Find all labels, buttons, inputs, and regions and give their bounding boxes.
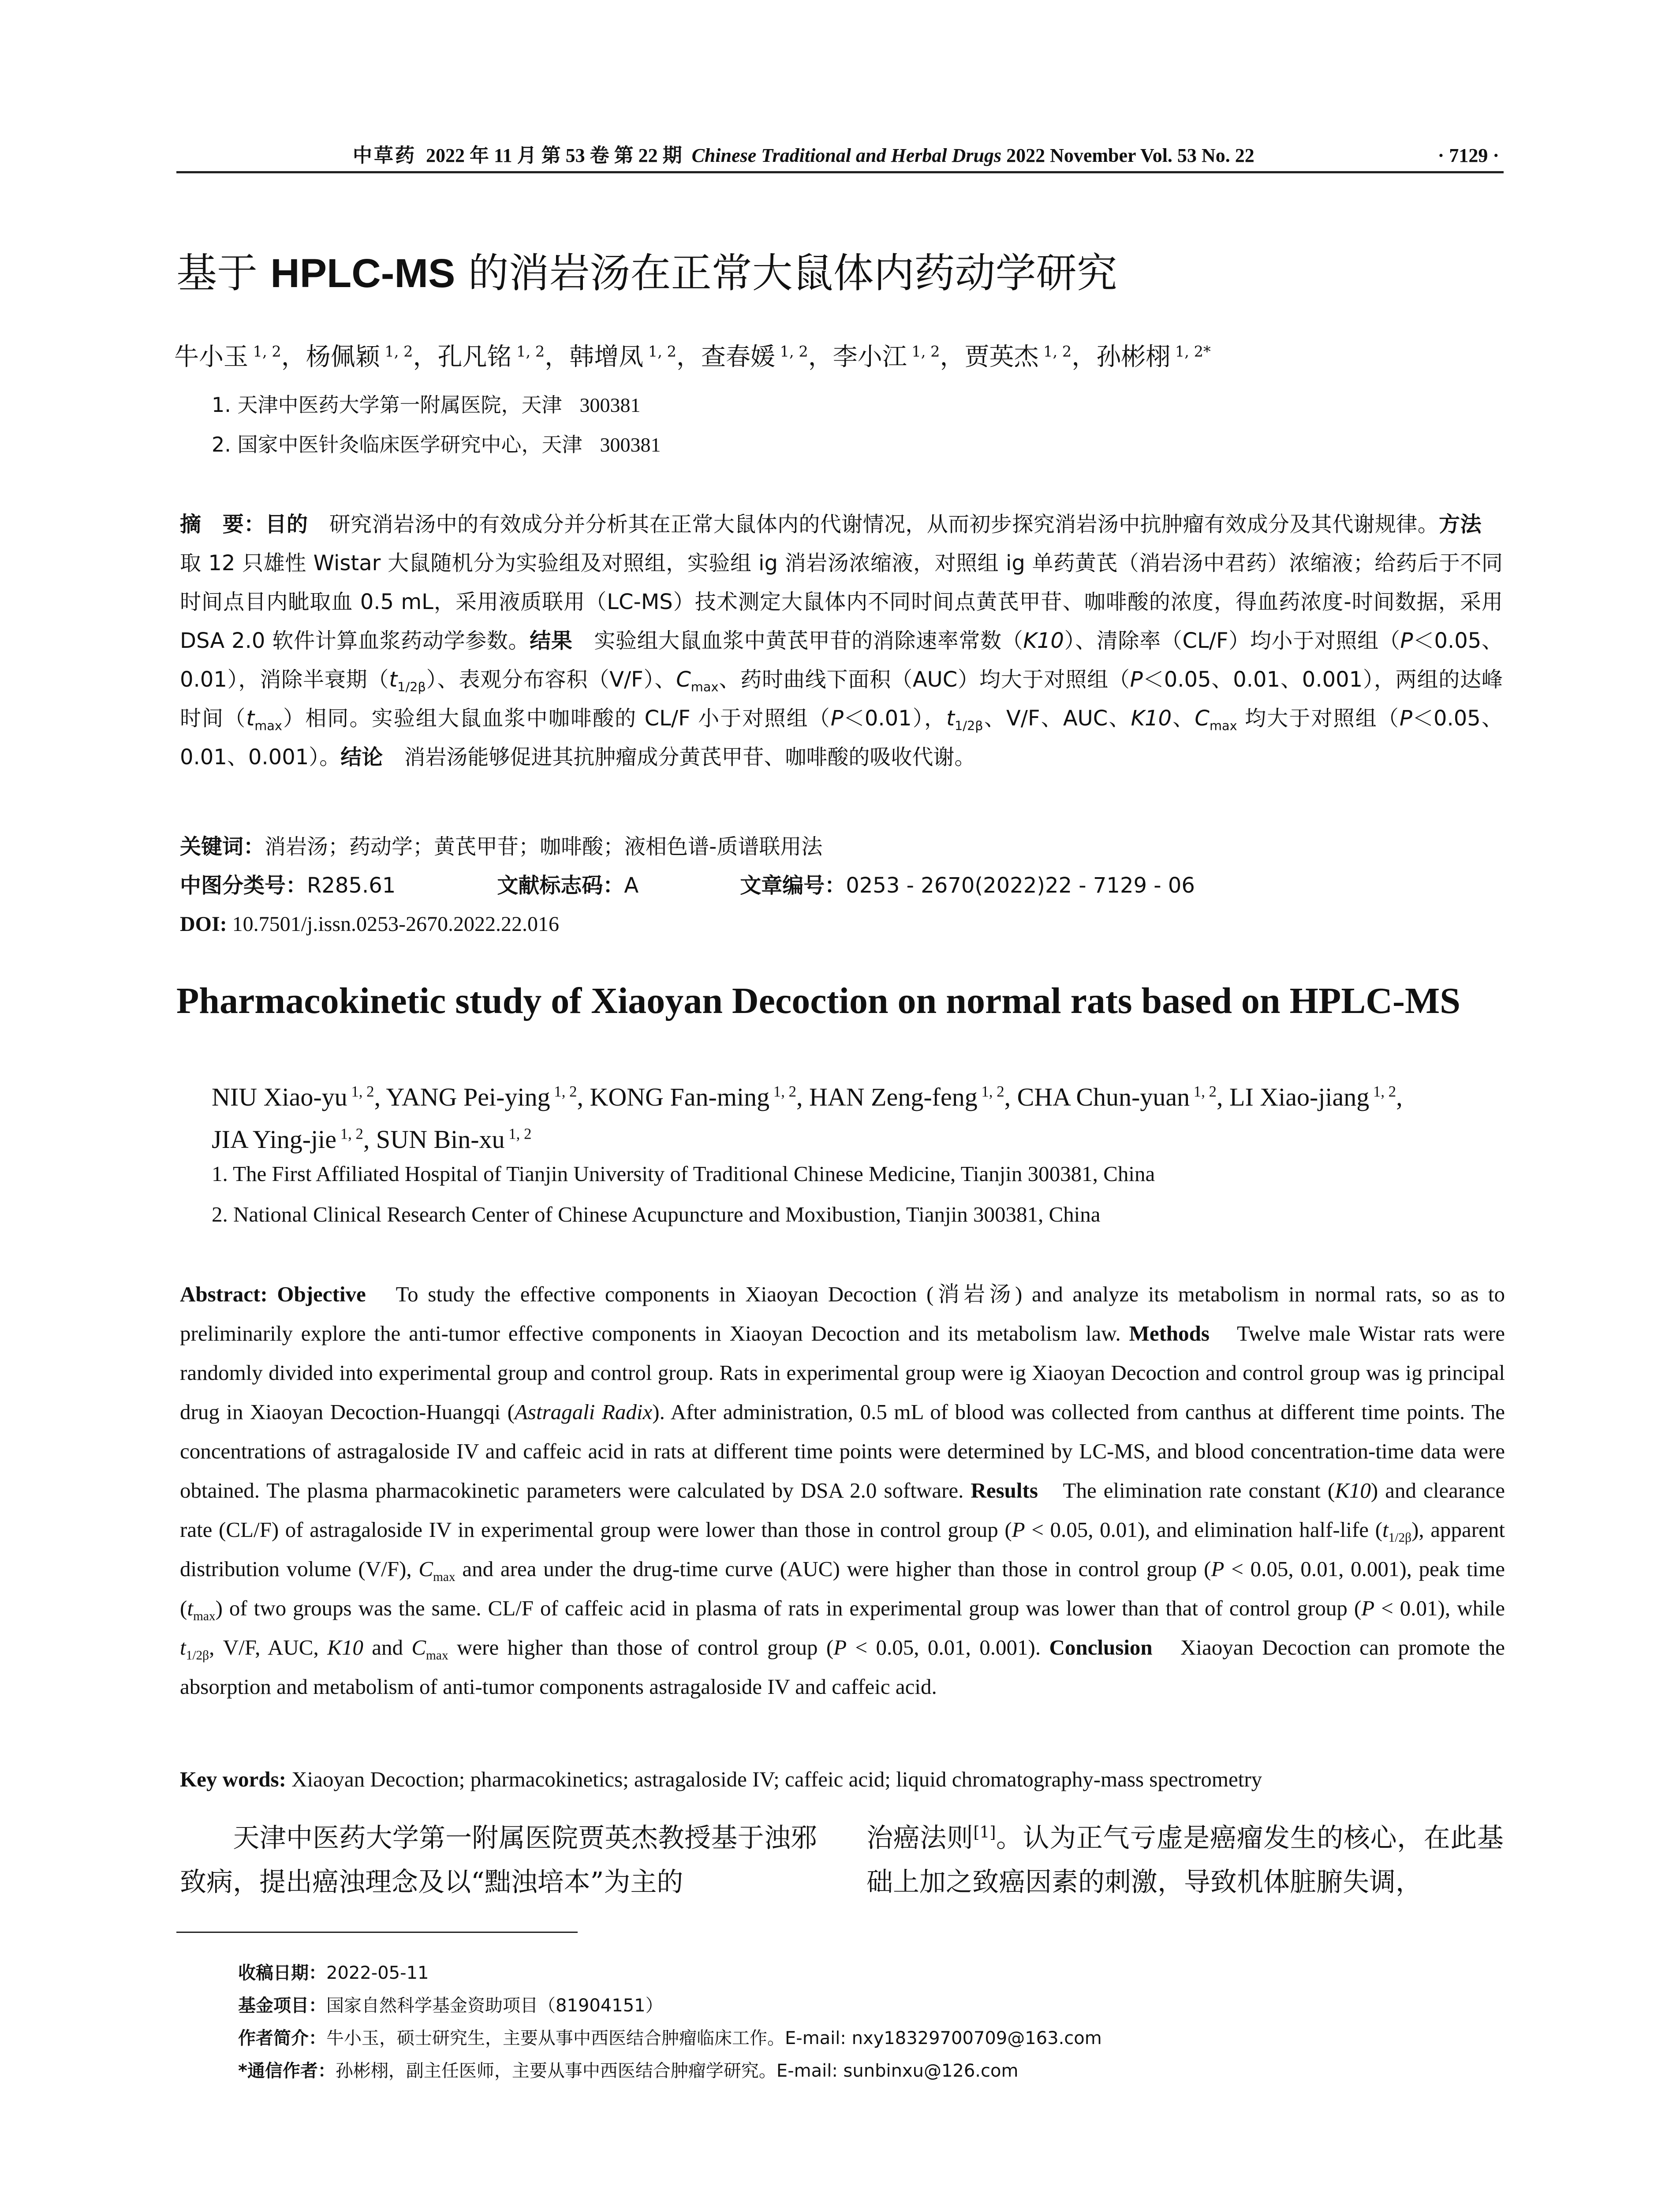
author-separator: ， [676, 343, 701, 371]
author-separator: ， [1071, 343, 1097, 371]
author-separator: , [374, 1083, 386, 1111]
results-label: Results [971, 1478, 1038, 1502]
t-symbol: t [389, 667, 398, 692]
author-affiliation-sup: 1, 2 [380, 343, 413, 360]
author-affiliation-sup: 1, 2 [977, 1083, 1004, 1100]
footnote-text: 牛小玉，硕士研究生，主要从事中西医结合肿瘤临床工作。E-mail: nxy18329700709@163.com [326, 2028, 1102, 2048]
journal-info [353, 140, 1254, 171]
clc-label: 中图分类号： [180, 873, 307, 898]
cmax-sub: max [433, 1570, 455, 1584]
results-text: ＜0.01）， [843, 706, 947, 731]
conclusion-text: Xiaoyan Decoction can promote the absorption and metabolism of anti-tumor components astragaloside IV and caffeic acid. [180, 1635, 1505, 1699]
t-symbol: t [180, 1635, 186, 1659]
postal-code: 300381 [579, 394, 641, 416]
t-symbol: t [946, 706, 955, 731]
methods-label: 方法 [1439, 512, 1482, 537]
t-half-sub: 1/2β [954, 718, 983, 733]
results-text: ＜0.05、0.01、0.001）。 [180, 706, 1503, 770]
authors-en-line-2 [212, 1118, 1508, 1161]
footnote-text: 2022-05-11 [326, 1963, 429, 1983]
title-cn [176, 247, 1117, 300]
results-text: ）、表观分布容积（V/F）、 [426, 667, 676, 692]
results-text: The elimination rate constant ( [1038, 1478, 1335, 1502]
author-separator: , [1004, 1083, 1017, 1111]
results-text: 、V/F、AUC、 [983, 706, 1131, 731]
results-text: , V/F, AUC, [209, 1635, 328, 1659]
c-symbol: C [676, 667, 691, 692]
cmax-sub: max [691, 679, 719, 695]
title-cn-rest: 的消岩汤在正常大鼠体内药动学研究 [455, 250, 1117, 297]
author-affiliation-sup: 1, 2 [336, 1125, 363, 1143]
results-text: < 0.01), while [1374, 1596, 1505, 1620]
author-affiliation-sup: 1, 2 [1369, 1083, 1396, 1100]
author-affiliation-sup: 1, 2 [248, 343, 281, 360]
doi-value: 10.7501/j.issn.0253-2670.2022.22.016 [227, 912, 560, 936]
authors-cn [174, 340, 1211, 375]
doc-code-value: A [624, 873, 639, 898]
keywords-en-text: Xiaoyan Decoction; pharmacokinetics; astragaloside IV; caffeic acid; liquid chromatography-mass spectrometry [286, 1767, 1262, 1791]
t-symbol: t [1382, 1517, 1389, 1542]
keywords-en-label: Key words: [180, 1767, 286, 1791]
doc-code-label: 文献标志码： [497, 873, 624, 898]
footnote-author-bio [238, 2026, 1102, 2051]
k10-symbol: K10 [1335, 1478, 1371, 1502]
keywords-label: 关键词： [180, 834, 265, 859]
objective-label: 目的 [265, 512, 308, 537]
author-name-en: NIU Xiao-yu [212, 1083, 347, 1111]
results-label: 结果 [530, 628, 573, 653]
affiliation-text: 1. 天津中医药大学第一附属医院，天津 [212, 393, 562, 417]
abstract-cn [180, 505, 1503, 777]
t-symbol: t [246, 706, 255, 731]
author-affiliation-sup: 1, 2 [907, 343, 940, 360]
journal-name-en: Chinese Traditional and Herbal Drugs [691, 145, 1002, 166]
journal-name-cn: 中草药 [353, 145, 416, 166]
title-cn-method: HPLC-MS [270, 251, 455, 296]
cmax-sub: max [426, 1648, 448, 1663]
author-name-en: LI Xiao-jiang [1229, 1083, 1370, 1111]
abstract-en [180, 1274, 1505, 1706]
cmax-sub: max [1209, 718, 1237, 733]
t-half-sub: 1/2β [397, 679, 426, 695]
astragali-latin: Astragali Radix [515, 1400, 653, 1424]
t-half-sub: 1/2β [1388, 1530, 1412, 1545]
results-text: 实验组大鼠血浆中黄芪甲苷的消除速率常数（ [572, 628, 1023, 653]
author-name-cn: 韩增凤 [569, 343, 644, 371]
page-number: · 7129 · [1437, 145, 1499, 166]
classification-line [180, 868, 1195, 903]
conclusion-label: 结论 [340, 745, 383, 770]
author-separator: , [796, 1083, 809, 1111]
results-text: 均大于对照组（ [1237, 706, 1400, 731]
p-symbol: P [830, 706, 844, 731]
results-text: < 0.05, 0.01, 0.001), peak time ( [180, 1557, 1505, 1620]
t-symbol: t [187, 1596, 193, 1620]
author-separator: ， [940, 343, 965, 371]
abstract-label: 摘 要： [180, 512, 265, 537]
article-no-label: 文章编号： [740, 873, 846, 898]
author-name-cn: 贾英杰 [964, 343, 1039, 371]
citation-ref: [1] [973, 1824, 996, 1842]
title-en: Pharmacokinetic study of Xiaoyan Decoction on normal rats based on HPLC-MS [176, 980, 1460, 1021]
results-text: ）相同。实验组大鼠血浆中咖啡酸的 CL/F 小于对照组（ [282, 706, 831, 731]
author-name-en: JIA Ying-jie [212, 1125, 337, 1154]
author-affiliation-sup: 1, 2* [1170, 343, 1211, 360]
results-text: < 0.05, 0.01), and elimination half-life ( [1025, 1517, 1382, 1542]
footnote-received [238, 1961, 429, 1985]
results-text: ＜0.05、0.01），消除半衰期（ [180, 628, 1503, 692]
author-separator: , [363, 1125, 376, 1154]
author-affiliation-sup: 1, 2 [643, 343, 676, 360]
running-header [176, 140, 1504, 173]
p-symbol: P [1400, 706, 1412, 731]
results-text: and area under the drug-time curve (AUC) were higher than those in control group ( [455, 1557, 1211, 1581]
author-name-cn: 孙彬栩 [1096, 343, 1171, 371]
author-affiliation-sup: 1, 2 [511, 343, 545, 360]
abstract-objective-label: Abstract: Objective [180, 1282, 366, 1306]
authors-en [212, 1076, 1508, 1161]
journal-issue-en: 2022 November Vol. 53 No. 22 [1006, 145, 1254, 166]
conclusion-text: 消岩汤能够促进其抗肿瘤成分黄芪甲苷、咖啡酸的吸收代谢。 [383, 745, 976, 770]
results-text: ＜0.05、0.01、0.001），两组的达峰时间（ [180, 667, 1503, 731]
author-name-en: YANG Pei-ying [386, 1083, 550, 1111]
author-name-cn: 李小江 [833, 343, 907, 371]
keywords-text: 消岩汤；药动学；黄芪甲苷；咖啡酸；液相色谱-质谱联用法 [265, 834, 823, 859]
t-half-sub: 1/2β [186, 1648, 209, 1663]
author-name-en: SUN Bin-xu [376, 1125, 505, 1154]
footnote-label: 作者简介： [238, 2028, 326, 2048]
affiliation-text: 2. 国家中医针灸临床医学研究中心，天津 [212, 433, 582, 456]
affiliation-cn-2 [212, 431, 661, 458]
clc-value: R285.61 [307, 873, 396, 898]
author-name-cn: 查春媛 [701, 343, 775, 371]
methods-label: Methods [1129, 1321, 1210, 1345]
results-text: ）、清除率（CL/F）均小于对照组（ [1064, 628, 1400, 653]
conclusion-label: Conclusion [1049, 1635, 1153, 1659]
author-separator: , [1396, 1083, 1403, 1111]
keywords-cn [180, 829, 822, 864]
affiliation-cn-1 [212, 392, 641, 419]
footnote-label: 收稿日期： [238, 1963, 326, 1983]
author-name-en: KONG Fan-ming [590, 1083, 770, 1111]
results-text: 、药时曲线下面积（AUC）均大于对照组（ [718, 667, 1130, 692]
keywords-en [180, 1760, 1505, 1799]
affiliation-en-2: 2. National Clinical Research Center of Chinese Acupuncture and Moxibustion, Tianjin 300381, China [212, 1202, 1101, 1226]
k10-symbol: K10 [1131, 706, 1172, 731]
author-separator: ， [281, 343, 306, 371]
footnote-label: 基金项目： [238, 1996, 326, 2016]
c-symbol: C [1195, 706, 1210, 731]
author-name-cn: 牛小玉 [174, 343, 248, 371]
footnote-text: 孙彬栩，副主任医师，主要从事中西医结合肿瘤学研究。E-mail: sunbinxu@126.com [335, 2061, 1019, 2081]
footnote-text: 国家自然科学基金资助项目（81904151） [326, 1996, 663, 2016]
p-symbol: P [1361, 1596, 1375, 1620]
author-affiliation-sup: 1, 2 [1038, 343, 1072, 360]
affiliation-en-1: 1. The First Affiliated Hospital of Tianjin University of Traditional Chinese Medicine, Tianjin 300381, China [212, 1162, 1155, 1186]
footnote-corresponding [238, 2059, 1018, 2083]
author-name-cn: 孔凡铭 [437, 343, 512, 371]
results-text: were higher than those of control group ( [448, 1635, 834, 1659]
doi-line [180, 907, 559, 942]
author-separator: ， [413, 343, 438, 371]
objective-text: To study the effective components in Xiaoyan Decoction (消岩汤) and analyze its metabolism in normal rats, so as to preliminarily explore the anti-tumor effective components in Xiaoyan Decoction and its metabolism law. [180, 1282, 1505, 1345]
p-symbol: P [1012, 1517, 1025, 1542]
objective-text: 研究消岩汤中的有效成分并分析其在正常大鼠体内的代谢情况，从而初步探究消岩汤中抗肿瘤有效成分及其代谢规律。 [308, 512, 1439, 537]
p-symbol: P [833, 1635, 847, 1659]
methods-text: Twelve male Wistar rats were randomly divided into experimental group and control group. Rats in experimental group were ig Xiaoyan Decoction and control group was ig principal drug in Xiaoyan Decoction-Huangqi ( [180, 1321, 1505, 1424]
c-symbol: C [418, 1557, 433, 1581]
footnote-label: *通信作者： [238, 2061, 336, 2081]
author-separator: , [1217, 1083, 1230, 1111]
methods-text: ). After administration, 0.5 mL of blood was collected from canthus at different time points. The concentrations of astragaloside IV and caffeic acid in rats at different time points were determined by LC-MS, and blood concentration-time data were obtained. The plasma pharmacokinetic parameters were calculated by DSA 2.0 software. [180, 1400, 1505, 1502]
methods-text: 取 12 只雄性 Wistar 大鼠随机分为实验组及对照组，实验组 ig 消岩汤浓缩液，对照组 ig 单药黄芪（消岩汤中君药）浓缩液；给药后于不同时间点目内眦取血 0.5 mL，采用液质联用（LC-MS）技术测定大鼠体内不同时间点黄芪甲苷、咖啡酸的浓度，得血药浓度-时间数据，采用 DSA 2.0 软件计算血浆药动学参数。 [180, 512, 1503, 653]
k10-symbol: K10 [327, 1635, 363, 1659]
article-no-value: 0253 - 2670(2022)22 - 7129 - 06 [846, 873, 1195, 898]
results-text: ), apparent distribution volume (V/F), [180, 1517, 1505, 1581]
author-affiliation-sup: 1, 2 [504, 1125, 532, 1143]
author-affiliation-sup: 1, 2 [775, 343, 808, 360]
p-symbol: P [1400, 628, 1413, 653]
author-separator: ， [545, 343, 570, 371]
author-affiliation-sup: 1, 2 [550, 1083, 577, 1100]
title-cn-prefix: 基于 [176, 250, 271, 297]
author-separator: , [577, 1083, 590, 1111]
results-text: and [363, 1635, 412, 1659]
journal-issue-cn: 2022 年 11 月 第 53 卷 第 22 期 [426, 145, 682, 166]
author-name-cn: 杨佩颖 [306, 343, 380, 371]
results-text: < 0.05, 0.01, 0.001). [847, 1635, 1049, 1659]
author-affiliation-sup: 1, 2 [1190, 1083, 1217, 1100]
author-separator: ， [808, 343, 833, 371]
body-column-left: 天津中医药大学第一附属医院贾英杰教授基于浊邪致病，提出癌浊理念及以“黜浊培本”为主的 [180, 1823, 817, 1898]
results-text: ) and clearance rate (CL/F) of astragaloside IV in experimental group were lower than those in control group ( [180, 1478, 1505, 1542]
author-name-en: HAN Zeng-feng [809, 1083, 978, 1111]
doi-label: DOI: [180, 912, 227, 936]
results-text: 、 [1172, 706, 1195, 731]
footnote-divider [176, 1932, 578, 1933]
footnote-funding [238, 1993, 663, 2018]
author-affiliation-sup: 1, 2 [769, 1083, 796, 1100]
p-symbol: P [1211, 1557, 1225, 1581]
body-text: 治癌法则 [866, 1823, 974, 1854]
tmax-sub: max [193, 1609, 216, 1623]
results-text: ) of two groups was the same. CL/F of caffeic acid in plasma of rats in experimental group was lower than that of control group ( [215, 1596, 1362, 1620]
authors-en-line-1 [212, 1076, 1508, 1118]
postal-code: 300381 [600, 434, 661, 456]
k10-symbol: K10 [1023, 628, 1064, 653]
c-symbol: C [411, 1635, 426, 1659]
tmax-sub: max [254, 718, 282, 733]
author-name-en: CHA Chun-yuan [1017, 1083, 1190, 1111]
body-text: 。认为正气亏虚是癌瘤发生的核心，在此基础上加之致癌因素的刺激，导致机体脏腑失调， [866, 1823, 1504, 1898]
body-column-right [866, 1816, 1504, 1904]
author-affiliation-sup: 1, 2 [347, 1083, 374, 1100]
p-symbol: P [1130, 667, 1143, 692]
